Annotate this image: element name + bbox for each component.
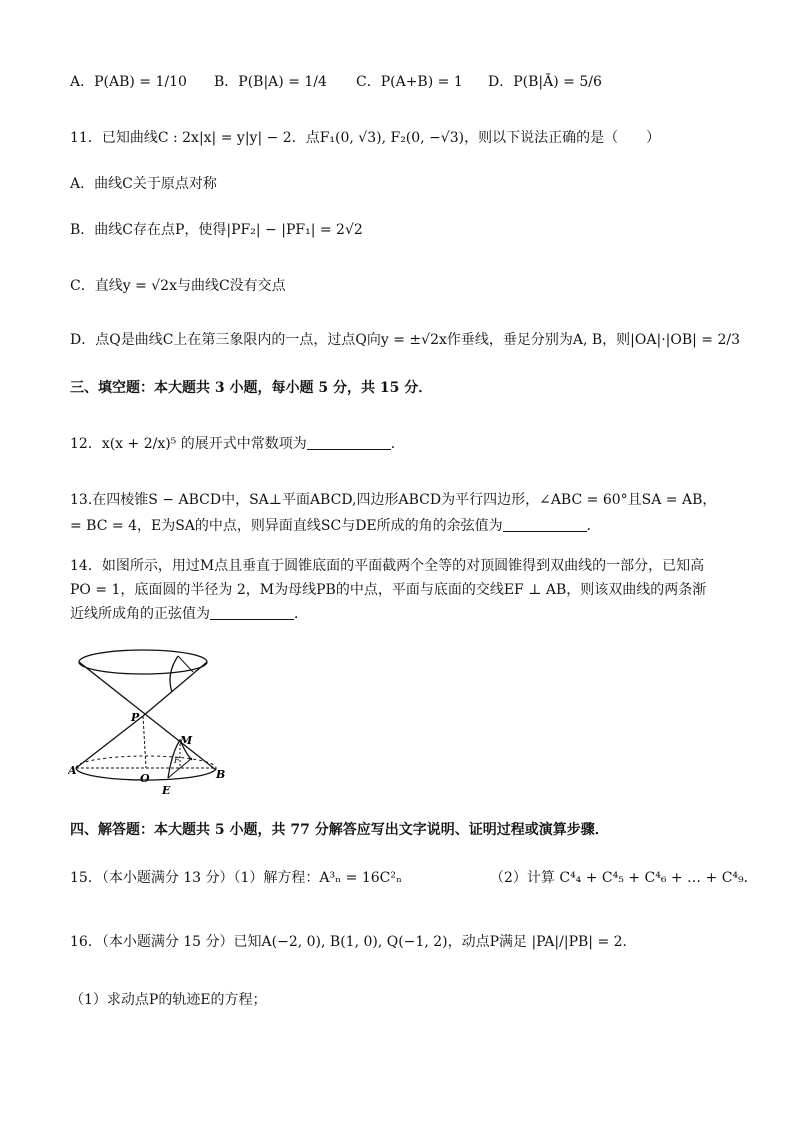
q14-line2: PO = 1，底面圆的半径为 2，M为母线PB的中点，平面与底面的交线EF ⊥ AB，则该双曲线的两条渐: [70, 582, 707, 598]
q13-answer-blank: [503, 517, 587, 532]
q11-option-b: B．曲线C存在点P，使得|PF₂| − |PF₁| = 2√2: [70, 222, 363, 238]
q11-option-c: C．直线y = √2x与曲线C没有交点: [70, 278, 286, 294]
height-po: [143, 716, 146, 768]
label-a: A: [68, 764, 77, 777]
q11-option-a: A．曲线C关于原点对称: [70, 176, 217, 192]
q12-answer-blank: [307, 435, 391, 450]
q14-line1: 14．如图所示，用过M点且垂直于圆锥底面的平面截两个全等的对顶圆锥得到双曲线的一部分，已知高: [70, 558, 705, 574]
label-f: F: [174, 756, 180, 765]
q10-option-b: B．P(B|A) = 1/4: [214, 74, 327, 90]
q13-end: ．: [586, 518, 601, 534]
label-b: B: [216, 768, 226, 781]
q16-stem: 16．（本小题满分 15 分）已知A(−2, 0), B(1, 0), Q(−1, 2)，动点P满足 |PA|/|PB| = 2．: [70, 934, 637, 950]
q13-line1: 13.在四棱锥S − ABCD中，SA⊥平面ABCD,四边形ABCD为平行四边形，∠ABC = 60°且SA = AB，: [70, 492, 717, 508]
q15-part1: 15．（本小题满分 13 分）（1）解方程：A³ₙ = 16C²ₙ: [70, 870, 403, 886]
upper-generatrix-left: [79, 662, 216, 770]
double-cone-figure: [68, 642, 238, 802]
q13-line2: [70, 516, 601, 536]
q14-end: ．: [294, 606, 308, 622]
q10-option-c: C．P(A+B) = 1: [356, 74, 463, 90]
q14-line3: [70, 604, 308, 624]
label-p: P: [131, 711, 140, 724]
top-base-ellipse: [79, 650, 207, 674]
top-hyperbola-curve: [170, 656, 178, 692]
section4-heading: 四、解答题：本大题共 5 小题，共 77 分解答应写出文字说明、证明过程或演算步骤．: [70, 822, 609, 838]
upper-generatrix-right: [143, 662, 207, 716]
q15-part2: （2）计算 C⁴₄ + C⁴₅ + C⁴₆ + … + C⁴₉．: [490, 870, 758, 886]
q11-stem: 11．已知曲线C : 2x|x| = y|y| − 2．点F₁(0, √3), F₂(0, −√3)，则以下说法正确的是（ ）: [70, 130, 661, 146]
q10-option-d: D．P(B|Ā) = 5/6: [488, 74, 602, 90]
q12-text: [70, 434, 405, 454]
q11-option-d: D．点Q是曲线C上在第三象限内的一点，过点Q向y = ±√2x作垂线，垂足分别为A, B，则|OA|·|OB| = 2/3: [70, 332, 741, 348]
q16-sub1: （1）求动点P的轨迹E的方程；: [70, 992, 267, 1008]
q14-answer-blank: [210, 605, 294, 620]
q12-stem: 12．x(x + 2/x)⁵ 的展开式中常数项为: [70, 436, 307, 452]
label-m: M: [180, 734, 193, 747]
q10-option-a: A．P(AB) = 1/10: [70, 74, 187, 90]
q12-end: ．: [390, 436, 405, 452]
section3-heading: 三、填空题：本大题共 3 小题，每小题 5 分，共 15 分．: [70, 380, 433, 396]
label-o: O: [140, 772, 150, 785]
q14-line3-text: 近线所成角的正弦值为: [70, 606, 210, 622]
q13-line2-text: = BC = 4，E为SA的中点，则异面直线SC与DE所成的角的余弦值为: [70, 518, 503, 534]
label-e: E: [162, 784, 171, 797]
